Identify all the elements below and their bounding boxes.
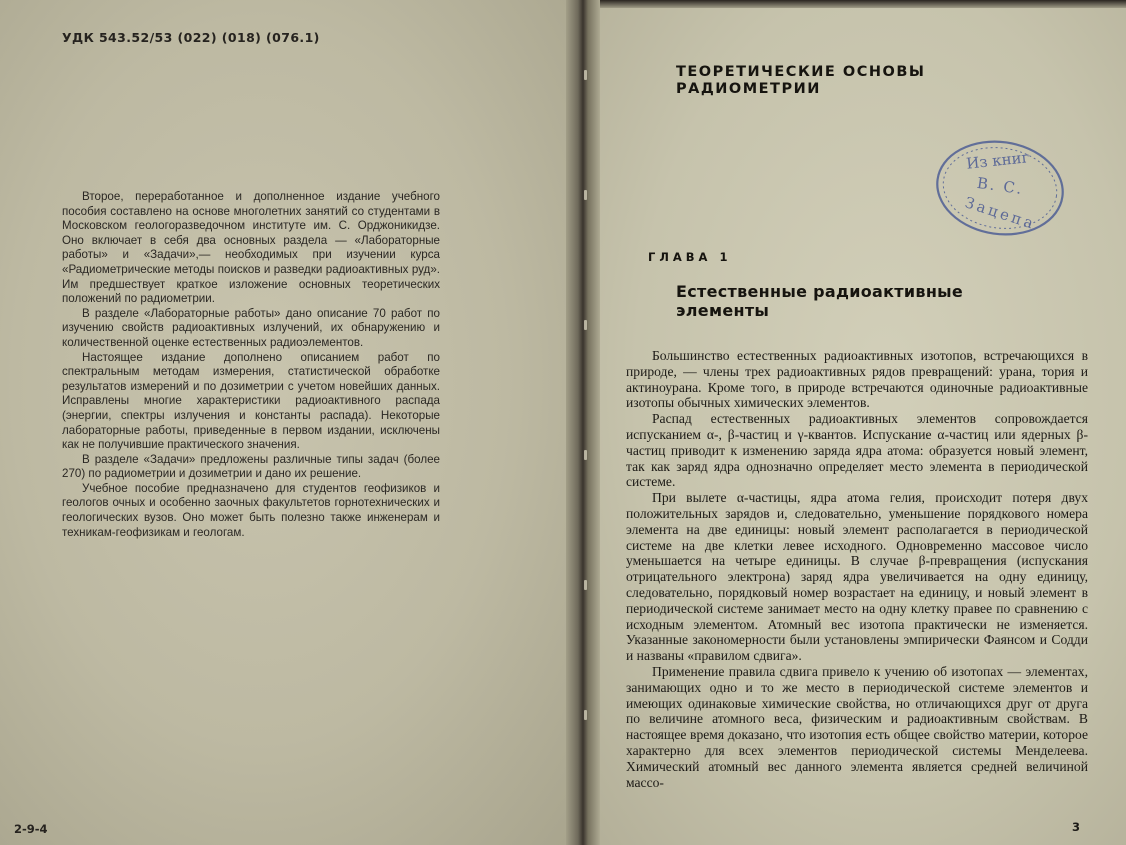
body-paragraph: Применение правила сдвига привело к учению об изотопах — элементах, занимающих одно и то же место в периодической системе элементов и имеющих одинаковые химические свойства, но отличающихся друг от друга по величине атомного веса, физическим и радиоактивным свойствам. В настоящее время доказано, что изотопия есть общее свойство материи, которое характерно для всех элементов периодической системы Менделеева. Химический атомный вес данного элемента является средней величиной массо- <box>626 663 1088 790</box>
chapter-title-line: элементы <box>676 301 770 320</box>
chapter-title-line: Естественные радиоактивные <box>676 282 964 301</box>
chapter-title <box>676 282 1016 320</box>
ownership-stamp <box>928 129 1073 246</box>
annotation-paragraph: В разделе «Лабораторные работы» дано описание 70 работ по изучению свойств радиоактивных излучений, их обнаружению и количественной оценке естественных радиоэлементов. <box>62 306 440 349</box>
body-paragraph: Большинство естественных радиоактивных изотопов, встречающихся в природе, — члены трех радиоактивных рядов превращений: урана, тория и актиноурана. Кроме того, в природе встречаются одиночные радиоактивные изотопы обычных химических элементов. <box>626 348 1088 411</box>
page-top-edge-shadow <box>592 0 1126 8</box>
binding-stitch <box>584 320 587 330</box>
binding-stitch <box>584 450 587 460</box>
stamp-text-initials: В. С. <box>975 173 1025 199</box>
section-title-line: РАДИОМЕТРИИ <box>676 81 821 97</box>
section-title-line: ТЕОРЕТИЧЕСКИЕ ОСНОВЫ <box>676 64 926 80</box>
binding-stitch <box>584 190 587 200</box>
chapter-body <box>626 348 1088 790</box>
stamp-text-top: Из книг <box>965 148 1031 173</box>
binding-stitch <box>584 70 587 80</box>
page-number: 3 <box>1072 820 1081 834</box>
chapter-label: ГЛАВА 1 <box>648 250 732 264</box>
annotation-paragraph: Учебное пособие предназначено для студентов геофизиков и геологов очных и особенно заочных факультетов горнотехнических и геологических вузов. Оно может быть полезно также инженерам и техникам-геофизикам и геологам. <box>62 481 440 539</box>
binding-stitch <box>584 710 587 720</box>
publication-code: 2-9-4 <box>14 822 48 836</box>
section-title <box>676 64 976 98</box>
annotation-paragraph: В разделе «Задачи» предложены различные типы задач (более 270) по радиометрии и дозиметрии и дано их решение. <box>62 452 440 481</box>
body-paragraph: Распад естественных радиоактивных элементов сопровождается испусканием α-, β-частиц и γ-квантов. Испускание α-частиц или ядерных β-частиц приводит к изменению заряда ядра атома: образуется новый элемент, так как заряд ядра однозначно определяет место элемента в периодической системе. <box>626 411 1088 490</box>
annotation-paragraph: Второе, переработанное и дополненное издание учебного пособия составлено на основе многолетних занятий со студентами в Московском геологоразведочном институте им. С. Орджоникидзе. Оно включает в себя два основных раздела — «Лабораторные работы» и «Задачи»,— необходимых при изучении курса «Радиометрические методы поисков и разведки радиоактивных руд». Им предшествует краткое изложение основных теоретических положений по радиометрии. <box>62 190 440 306</box>
stamp-text-bottom: Зацепа <box>962 193 1039 234</box>
udk-code: УДК 543.52/53 (022) (018) (076.1) <box>62 30 320 45</box>
annotation-paragraph: Настоящее издание дополнено описанием работ по спектральным методам измерения, статистической обработке результатов измерений и по дозиметрии с учетом новейших данных. Исправлены многие характеристики радиоактивного распада (энергии, спектры излучения и константы распада). Некоторые лабораторные работы, приведенные в первом издании, исключены как не получившие практического значения. <box>62 350 440 452</box>
body-paragraph: При вылете α-частицы, ядра атома гелия, происходит потеря двух положительных зарядов и, следовательно, уменьшение порядкового номера элемента на две единицы: новый элемент располагается в периодической системе на две клетки левее исходного. Одновременно массовое число уменьшается на четыре единицы. В случае β-превращения (испускания отрицательного электрона) заряд ядра увеличивается на одну единицу, следовательно, порядковый номер возрастает на единицу, и новый элемент в периодической системе занимает место на одну клетку правее по сравнению с исходным элементом. Атомный вес изотопа практически не изменяется. Указанные закономерности были установлены эмпирически Фаянсом и Содди и названы «правилом сдвига». <box>626 490 1088 664</box>
binding-stitch <box>584 580 587 590</box>
book-gutter <box>566 0 600 845</box>
book-annotation <box>62 190 440 540</box>
